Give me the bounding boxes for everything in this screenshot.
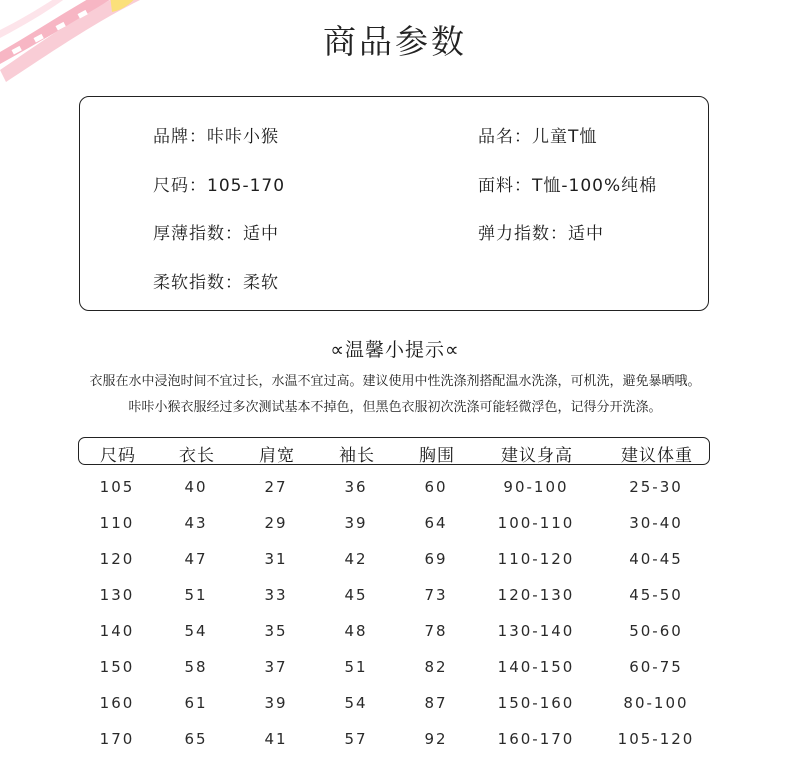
cell-sleeve: 51 [344, 658, 368, 676]
header-height: 建议身高 [501, 446, 573, 466]
cell-size: 150 [99, 658, 135, 676]
cell-length: 43 [184, 514, 208, 532]
cell-weight: 45-50 [629, 586, 683, 604]
cell-shoulder: 39 [264, 694, 288, 712]
cell-size: 130 [99, 586, 135, 604]
cell-size: 160 [99, 694, 135, 712]
table-row [78, 692, 710, 728]
cell-chest: 69 [424, 550, 448, 568]
cell-weight: 30-40 [629, 514, 683, 532]
page-title: 商品参数 [323, 22, 467, 61]
cell-sleeve: 54 [344, 694, 368, 712]
header-shoulder: 肩宽 [259, 446, 295, 466]
cell-chest: 60 [424, 478, 448, 496]
cell-height: 90-100 [503, 478, 569, 496]
cell-shoulder: 31 [264, 550, 288, 568]
header-sleeve: 袖长 [339, 446, 375, 466]
cell-size: 110 [99, 514, 135, 532]
header-size: 尺码 [100, 446, 136, 466]
cell-weight: 105-120 [617, 730, 695, 748]
param-thickness: 厚薄指数：适中 [153, 224, 279, 244]
cell-height: 120-130 [497, 586, 575, 604]
table-row [78, 656, 710, 692]
cell-weight: 50-60 [629, 622, 683, 640]
cell-chest: 92 [424, 730, 448, 748]
cell-length: 58 [184, 658, 208, 676]
cell-chest: 73 [424, 586, 448, 604]
cell-height: 160-170 [497, 730, 575, 748]
cell-height: 150-160 [497, 694, 575, 712]
cell-shoulder: 33 [264, 586, 288, 604]
cell-height: 110-120 [497, 550, 575, 568]
cell-sleeve: 42 [344, 550, 368, 568]
cell-height: 140-150 [497, 658, 575, 676]
cell-height: 100-110 [497, 514, 575, 532]
table-row [78, 584, 710, 620]
cell-sleeve: 36 [344, 478, 368, 496]
size-table-header [78, 437, 710, 465]
table-row [78, 620, 710, 656]
cell-shoulder: 27 [264, 478, 288, 496]
cell-size: 170 [99, 730, 135, 748]
param-product-name: 品名：儿童T恤 [478, 127, 598, 147]
cell-shoulder: 41 [264, 730, 288, 748]
tips-line-2: 咔咔小猴衣服经过多次测试基本不掉色，但黑色衣服初次洗涤可能轻微浮色，记得分开洗涤。 [128, 400, 662, 415]
cell-shoulder: 37 [264, 658, 288, 676]
cell-size: 105 [99, 478, 135, 496]
cell-sleeve: 48 [344, 622, 368, 640]
cell-shoulder: 35 [264, 622, 288, 640]
product-params-box [79, 96, 709, 311]
table-row [78, 548, 710, 584]
header-length: 衣长 [179, 446, 215, 466]
cell-length: 61 [184, 694, 208, 712]
param-fabric: 面料：T恤-100%纯棉 [478, 176, 658, 196]
cell-sleeve: 39 [344, 514, 368, 532]
cell-length: 54 [184, 622, 208, 640]
param-softness: 柔软指数：柔软 [153, 273, 279, 293]
cell-shoulder: 29 [264, 514, 288, 532]
cell-length: 51 [184, 586, 208, 604]
header-weight: 建议体重 [621, 446, 693, 466]
cell-sleeve: 45 [344, 586, 368, 604]
table-row [78, 512, 710, 548]
cell-weight: 80-100 [623, 694, 689, 712]
cell-length: 40 [184, 478, 208, 496]
cell-height: 130-140 [497, 622, 575, 640]
param-elasticity: 弹力指数：适中 [478, 224, 604, 244]
cell-length: 47 [184, 550, 208, 568]
header-chest: 胸围 [419, 446, 455, 466]
cell-weight: 60-75 [629, 658, 683, 676]
cell-chest: 87 [424, 694, 448, 712]
cell-chest: 78 [424, 622, 448, 640]
cell-weight: 25-30 [629, 478, 683, 496]
cell-size: 120 [99, 550, 135, 568]
table-row [78, 476, 710, 512]
table-row [78, 728, 710, 764]
param-brand: 品牌：咔咔小猴 [153, 127, 279, 147]
cell-weight: 40-45 [629, 550, 683, 568]
cell-length: 65 [184, 730, 208, 748]
cell-size: 140 [99, 622, 135, 640]
tips-title: ∝温馨小提示∝ [330, 339, 460, 361]
tips-line-1: 衣服在水中浸泡时间不宜过长，水温不宜过高。建议使用中性洗涤剂搭配温水洗涤，可机洗，避免暴晒哦。 [89, 374, 701, 389]
cell-chest: 82 [424, 658, 448, 676]
cell-chest: 64 [424, 514, 448, 532]
param-size: 尺码：105-170 [153, 176, 286, 196]
cell-sleeve: 57 [344, 730, 368, 748]
